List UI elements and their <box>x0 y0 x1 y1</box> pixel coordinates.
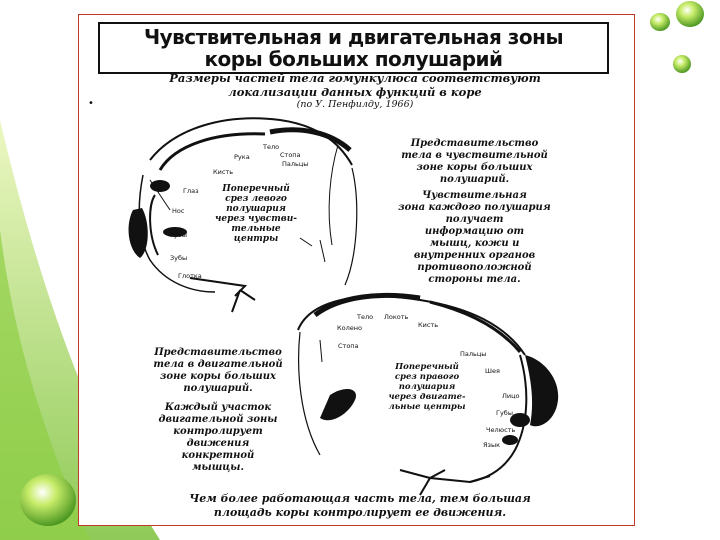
sensory-label-lips: Губы <box>170 231 187 239</box>
motor-label-fingers: Пальцы <box>460 350 487 358</box>
motor-body-text: Каждый участок двигательной зоны контролирует движения конкретной мышцы. <box>158 402 278 473</box>
sensory-label-nose: Нос <box>172 207 185 215</box>
sensory-label-toes: Пальцы <box>282 160 309 168</box>
motor-label-face: Лицо <box>502 392 520 400</box>
motor-caption: Поперечный срез правого полушария через двигате- льные центры <box>388 362 466 412</box>
motor-label-knee: Колено <box>337 324 362 332</box>
motor-label-elbow: Локоть <box>384 313 409 321</box>
sensory-label-arm: Рука <box>234 153 250 161</box>
sensory-heading: Представительство тела в чувствительной зоне коры больших полушарий. <box>401 138 548 185</box>
footer-line-2: площадь коры контролирует ее движения. <box>213 506 507 519</box>
sensory-caption: Поперечный срез левого полушария через чувстви- тельные центры <box>215 184 297 244</box>
motor-label-body: Тело <box>357 313 374 321</box>
sensory-label-hand: Кисть <box>213 168 234 176</box>
sensory-label-teeth: Зубы <box>170 254 188 262</box>
bullet: • <box>88 98 94 109</box>
motor-label-hand: Кисть <box>418 321 439 329</box>
motor-label-foot: Стопа <box>338 342 359 350</box>
motor-label-lips: Губы <box>496 409 513 417</box>
sensory-label-foot: Стопа <box>280 151 301 159</box>
sensory-label-eye: Глаз <box>183 187 199 195</box>
motor-label-jaw: Челюсть <box>486 426 516 434</box>
sensory-label-body: Тело <box>263 143 280 151</box>
motor-label-neck: Шея <box>485 367 500 375</box>
subtitle-line-1: Размеры частей тела гомункулюса соответствуют <box>169 71 541 85</box>
sensory-body-text: Чувствительная зона каждого полушария получает информацию от мышц, кожи и внутренних органов противоположной стороны тела. <box>398 190 551 285</box>
title-line-2: коры больших полушарий <box>204 47 503 71</box>
subtitle-line-3: (по У. Пенфилду, 1966) <box>296 99 414 110</box>
motor-label-tongue: Язык <box>483 441 501 449</box>
footer-line-1: Чем более работающая часть тела, тем большая <box>189 492 531 505</box>
title-line-1: Чувствительная и двигательная зоны <box>143 25 564 49</box>
sensory-label-throat: Глотка <box>178 272 202 280</box>
subtitle-line-2: локализации данных функций в коре <box>228 85 482 99</box>
motor-heading: Представительство тела в двигательной зоне коры больших полушарий. <box>153 347 283 394</box>
